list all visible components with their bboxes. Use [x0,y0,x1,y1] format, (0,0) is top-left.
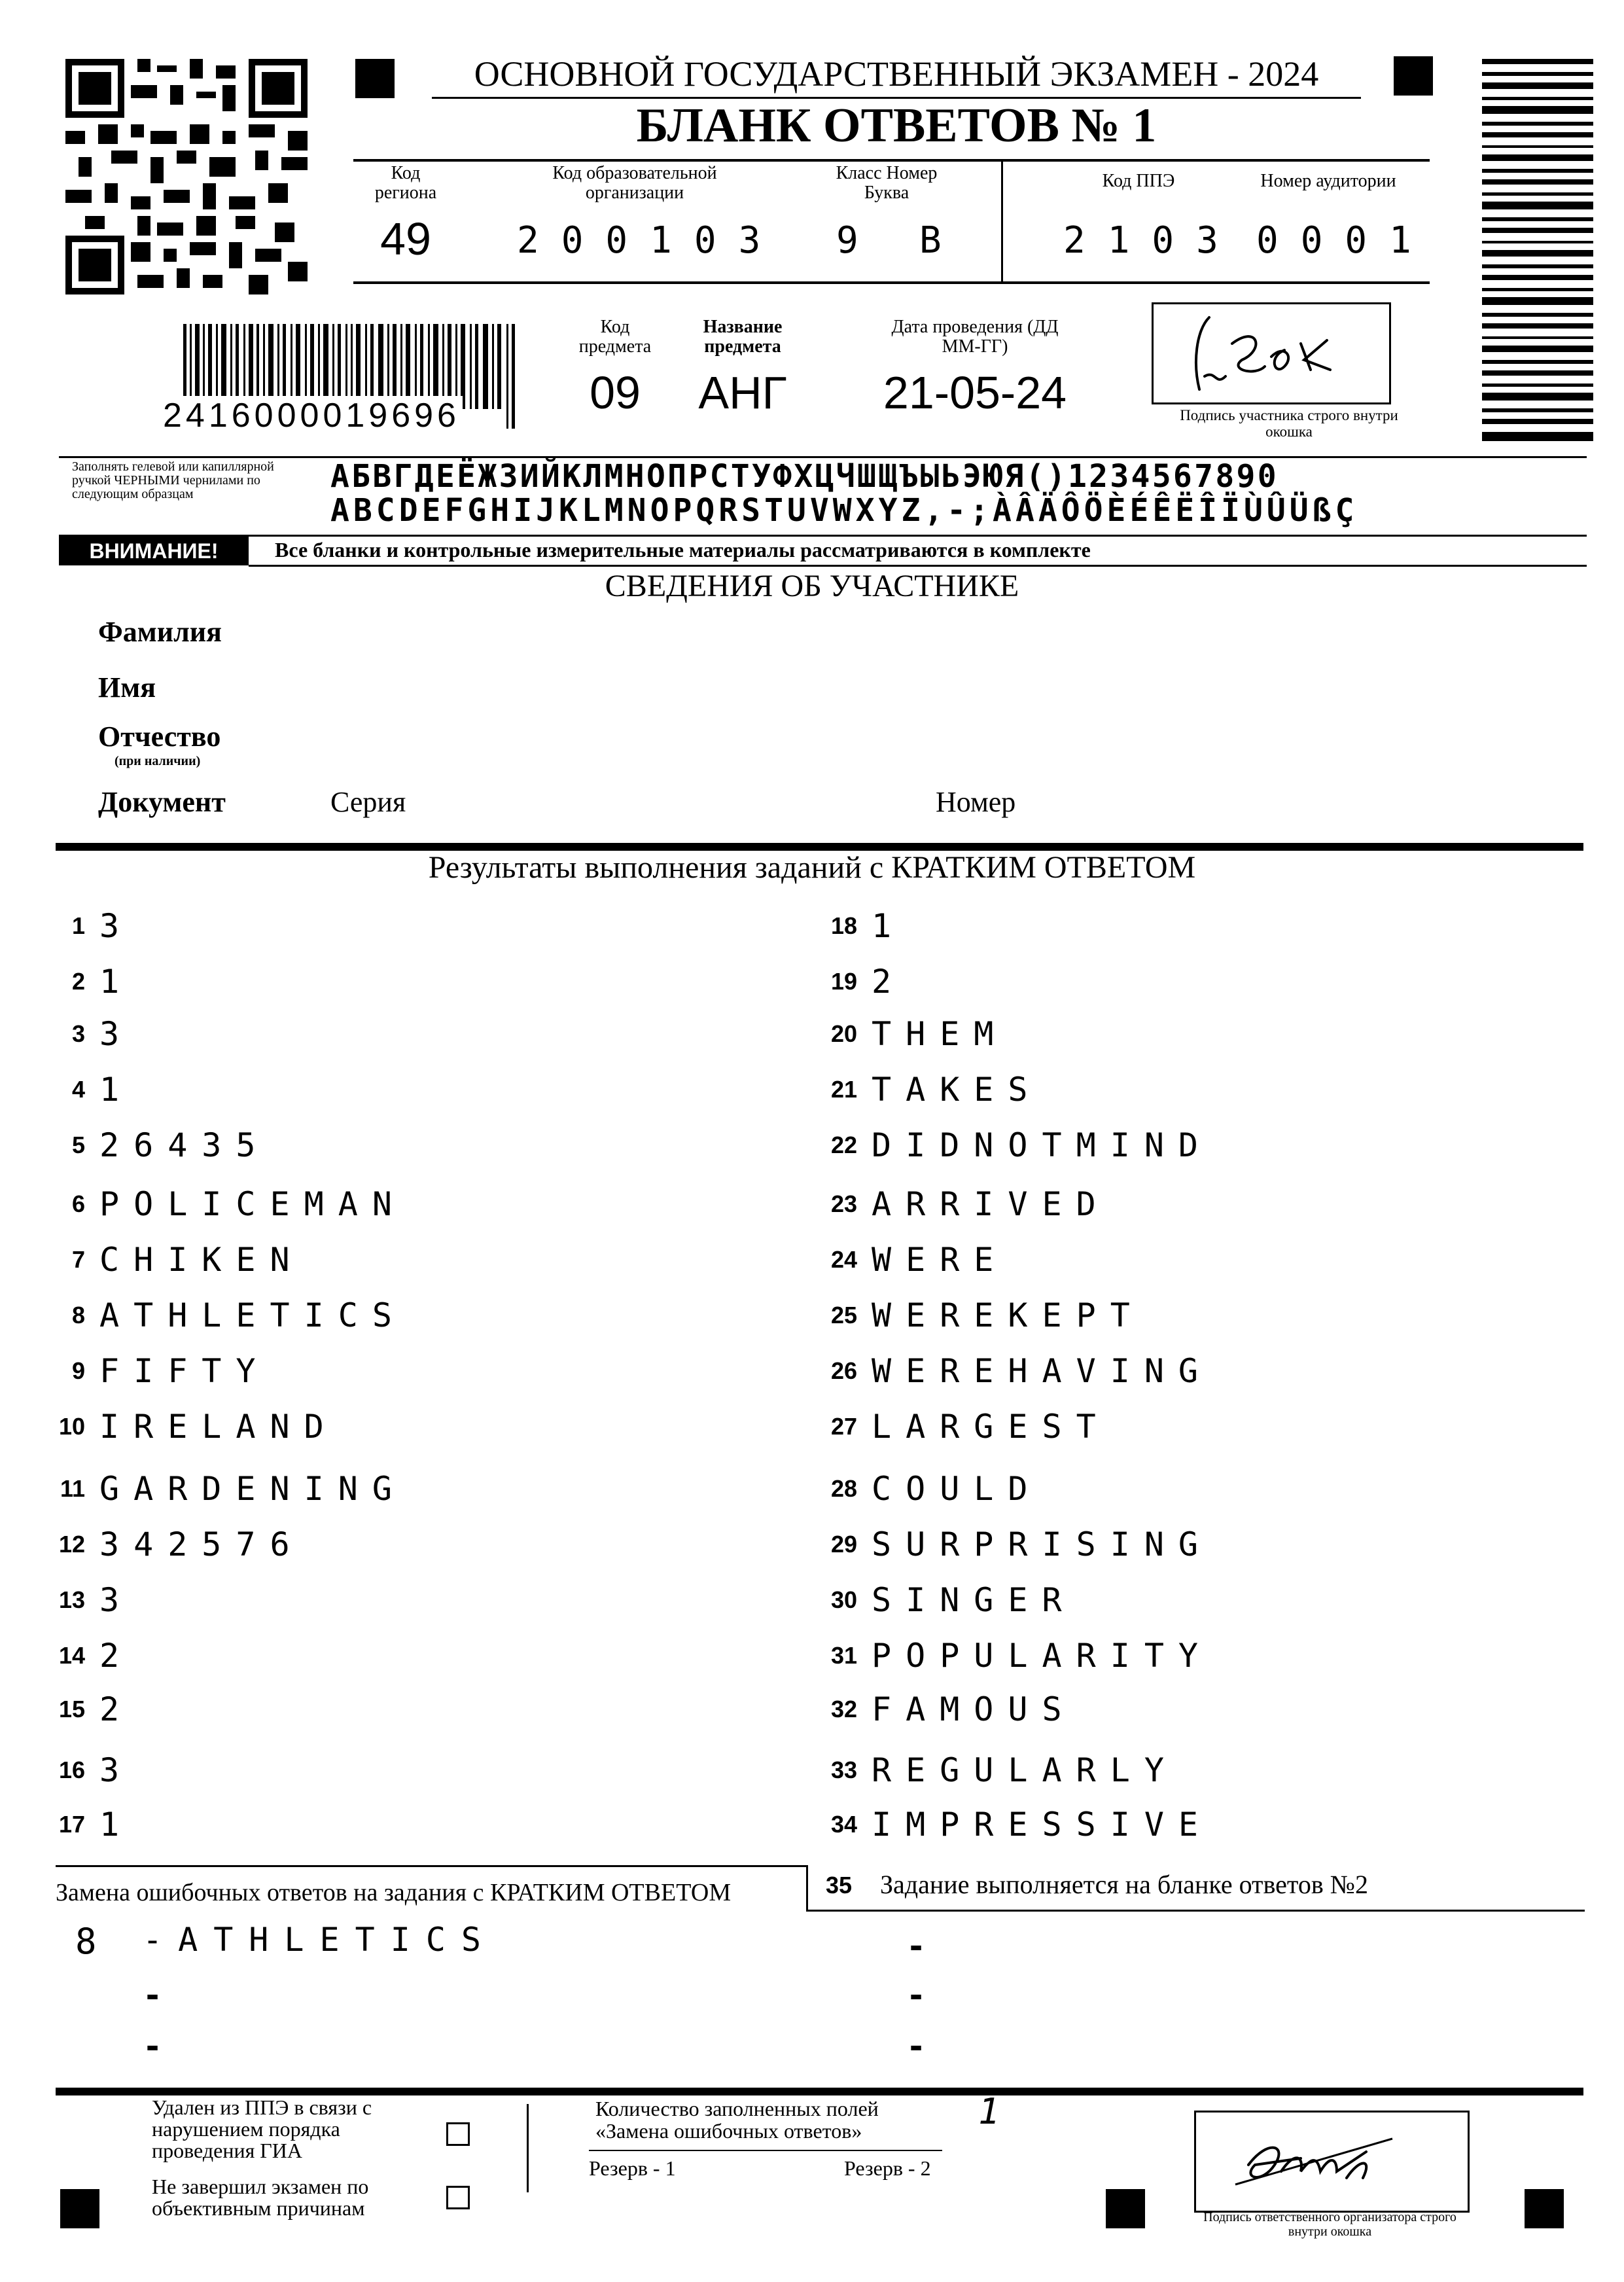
answer-row [818,1234,1008,1286]
question-number: 16 [58,1756,85,1783]
answer-field[interactable]: 342576 [99,1525,304,1563]
answer-row [818,1744,1178,1796]
answer-row [46,900,133,952]
answer-row [46,1400,338,1453]
answer-field[interactable]: 3 [99,1015,134,1053]
samples-row-1: АБВГДЕЁЖЗИЙКЛМНОПРСТУФХЦЧШЩЪЫЬЭЮЯ()1234567890 [330,458,1279,495]
question-number: 25 [830,1302,857,1328]
replacement-empty-dash: - [906,1927,941,1965]
reserve-2: Резерв - 2 [844,2156,931,2180]
patronymic-label: Отчество [98,721,221,753]
results-title: Результаты выполнения заданий с КРАТКИМ ОТВЕТОМ [428,850,1196,885]
org-value: 200103 [517,219,783,262]
participant-signature [1154,304,1389,402]
question-number: 8 [71,1302,85,1328]
answer-row [818,1119,1212,1171]
answer-row [818,1345,1212,1397]
answer-row [46,1683,133,1736]
question-number: 7 [71,1246,85,1273]
question-number: 27 [830,1413,857,1440]
answer-row [818,900,906,952]
answer-field[interactable]: WEREKEPT [872,1296,1144,1334]
replacement-entry-number: 8 [75,1921,111,1962]
answer-row [46,1063,133,1116]
question-number: 29 [830,1531,857,1558]
count-underline [589,2150,942,2151]
not-finished-checkbox[interactable] [446,2186,470,2209]
replacement-top-line [56,1865,808,1867]
answer-row [818,1463,1042,1515]
side-barcode-graphic [1482,59,1593,445]
answer-field[interactable]: 1 [99,1071,134,1109]
question-number: 5 [71,1132,85,1158]
question-number: 22 [830,1132,857,1158]
answer-field[interactable]: 2 [872,963,906,1001]
participant-signature-box[interactable] [1152,302,1391,404]
answer-row [46,955,133,1008]
answer-field[interactable]: SINGER [872,1581,1076,1619]
answer-row [818,1178,1110,1230]
answer-field[interactable]: COULD [872,1470,1042,1508]
question-number: 33 [830,1756,857,1783]
form-title: БЛАНК ОТВЕТОВ № 1 [636,99,1157,152]
header-bottom-line [353,281,1430,284]
date-label: Дата проведения (ДД ММ-ГГ) [891,317,1059,357]
question-number: 18 [830,912,857,939]
answer-row [46,1518,304,1571]
question-number: 14 [58,1642,85,1669]
qr-code-graphic [65,59,308,294]
question-number: 21 [830,1076,857,1103]
question-number: 13 [58,1586,85,1613]
question-number: 12 [58,1531,85,1558]
answer-field[interactable]: THEM [872,1015,1008,1053]
corner-marker [355,59,395,98]
answer-field[interactable]: FIFTY [99,1352,270,1390]
samples-row-2: ABCDEFGHIJKLMNOPQRSTUVWXYZ,-;ÀÂÄÔÖÈÉÊËÎÏÙÛÜßÇ [330,492,1358,529]
question-number: 4 [71,1076,85,1103]
answer-field[interactable]: LARGEST [872,1408,1110,1446]
answer-row [46,1178,406,1230]
answer-row [818,1518,1212,1571]
number-label: Номер [936,786,1016,818]
patronymic-note: (при наличии) [115,754,201,768]
answer-field[interactable]: WERE [872,1241,1008,1279]
organizer-signature [1196,2113,1468,2211]
region-value: 49 [380,213,431,264]
organizer-signature-box[interactable] [1194,2111,1470,2213]
answer-row [46,1119,270,1171]
question-number: 30 [830,1586,857,1613]
question-number: 32 [830,1696,857,1722]
answer-field[interactable]: 1 [99,963,134,1001]
ppe-value: 2103 [1063,219,1241,262]
question-number: 9 [71,1357,85,1384]
count-label: Количество заполненных полей «Замена ошибочных ответов» [595,2097,879,2143]
answer-field[interactable]: IRELAND [99,1408,338,1446]
room-label: Номер аудитории [1260,171,1396,191]
answer-field[interactable]: ARRIVED [872,1185,1110,1223]
answer-field[interactable]: IMPRESSIVE [872,1806,1213,1844]
corner-marker [1394,56,1433,96]
question-number: 24 [830,1246,857,1273]
question-number: 10 [58,1413,85,1440]
side-barcode [1482,59,1593,445]
answer-row [46,1008,133,1060]
answer-field[interactable]: 3 [99,1751,134,1789]
not-finished-text: Не завершил экзамен по объективным причинам [152,2175,369,2220]
answer-field[interactable]: WEREHAVING [872,1352,1213,1390]
samples-instruction: Заполнять гелевой или капиллярной ручкой ЧЕРНЫМИ чернилами по следующим образцам [72,459,274,501]
question-number: 3 [71,1020,85,1047]
replacement-empty-dash: - [143,2027,177,2065]
question-number: 19 [830,968,857,995]
name-label: Имя [98,671,156,704]
removed-text: Удален из ППЭ в связи с нарушением порядка проведения ГИА [152,2095,372,2162]
answer-field[interactable]: 3 [99,907,134,945]
question-number: 17 [58,1811,85,1838]
region-label: Код региона [374,163,437,203]
replacement-empty-dash: - [906,2027,941,2065]
participant-signature-caption: Подпись участника строго внутри окошка [1180,407,1398,440]
q35-number: 35 [826,1872,853,1899]
answer-field[interactable]: REGULARLY [872,1751,1178,1789]
corner-marker [1525,2189,1564,2228]
ppe-label: Код ППЭ [1102,171,1175,191]
answer-field[interactable]: DIDNOTMIND [872,1126,1213,1164]
replacement-divider [806,1865,808,1911]
removed-checkbox[interactable] [446,2122,470,2146]
subject-code-label: Код предмета [578,317,652,357]
reserve-1: Резерв - 1 [589,2156,676,2180]
answer-row [818,1630,1212,1682]
question-number: 23 [830,1190,857,1217]
class-letter: В [919,219,956,262]
answer-row [818,1574,1076,1626]
replacement-title: Замена ошибочных ответов на задания с КРАТКИМ ОТВЕТОМ [56,1879,732,1906]
answer-row [818,1008,1008,1060]
footer-divider [527,2104,529,2192]
answer-field[interactable]: 26435 [99,1126,270,1164]
answer-row [818,1683,1076,1736]
question-number: 6 [71,1190,85,1217]
answer-field[interactable]: TAKES [872,1071,1042,1109]
answer-field[interactable]: 2 [99,1637,134,1675]
replacement-empty-dash: - [906,1976,941,2014]
subject-code-value: 09 [590,367,641,418]
answer-row [818,1289,1144,1342]
answer-field[interactable]: 3 [99,1581,134,1619]
corner-marker [60,2189,99,2228]
corner-marker [1106,2189,1145,2228]
answer-row [46,1744,133,1796]
answer-field[interactable]: 1 [872,907,906,945]
question-number: 1 [71,912,85,939]
answer-field[interactable]: CHIKEN [99,1241,304,1279]
answer-field[interactable]: ATHLETICS [99,1296,406,1334]
replacement-mid-line [806,1910,1585,1912]
q35-text: Задание выполняется на бланке ответов №2 [880,1870,1368,1899]
answer-field[interactable]: FAMOUS [872,1690,1076,1728]
question-number: 34 [830,1811,857,1838]
header-top-line [353,159,1430,162]
question-number: 28 [830,1475,857,1502]
warning-bottom-line [249,565,1587,567]
warning-badge: ВНИМАНИЕ! [59,537,249,565]
question-number: 20 [830,1020,857,1047]
answer-field[interactable]: SURPRISING [872,1525,1213,1563]
organizer-signature-caption: Подпись ответственного организатора строго внутри окошка [1203,2210,1456,2239]
answer-row [818,1798,1212,1851]
document-label: Документ [98,786,226,818]
org-label: Код образовательной организации [552,163,717,203]
answer-row [818,1063,1042,1116]
question-number: 11 [60,1475,85,1502]
question-number: 2 [71,968,85,995]
answer-row [46,1463,406,1515]
class-number: 9 [836,219,873,262]
answer-row [818,955,906,1008]
count-value: 1 [978,2091,1014,2132]
question-number: 15 [58,1696,85,1722]
answer-field[interactable]: GARDENING [99,1470,406,1508]
answer-field[interactable]: POLICEMAN [99,1185,406,1223]
answer-row [46,1289,406,1342]
subject-name-value: АНГ [698,367,787,418]
question-number: 26 [830,1357,857,1384]
room-value: 0001 [1256,219,1434,262]
header-divider [1001,160,1003,281]
answer-field[interactable]: 1 [99,1806,134,1844]
answer-field[interactable]: POPULARITY [872,1637,1213,1675]
answer-row [46,1234,304,1286]
surname-label: Фамилия [98,616,222,648]
warning-top-line [59,535,1587,537]
warning-text: Все бланки и контрольные измерительные материалы рассматриваются в комплекте [275,538,1091,562]
class-label: Класс Номер Буква [836,163,938,203]
participant-section-title: СВЕДЕНИЯ ОБ УЧАСТНИКЕ [605,569,1019,603]
replacement-entry-answer: -ATHLETICS [143,1921,497,1959]
exam-title: ОСНОВНОЙ ГОСУДАРСТВЕННЫЙ ЭКЗАМЕН - 2024 [474,54,1319,94]
subject-name-label: Название предмета [703,317,783,357]
replacement-empty-dash: - [143,1976,177,2014]
barcode-number: 2416000019696 [160,396,463,435]
question-number: 31 [830,1642,857,1669]
answer-row [46,1574,133,1626]
footer-top-line [56,2088,1583,2095]
answer-field[interactable]: 2 [99,1690,134,1728]
date-value: 21-05-24 [883,367,1067,418]
answer-row [46,1630,133,1682]
answer-row [818,1400,1110,1453]
qr-code [65,59,308,294]
answer-row [46,1798,133,1851]
series-label: Серия [330,786,406,818]
answer-row [46,1345,270,1397]
